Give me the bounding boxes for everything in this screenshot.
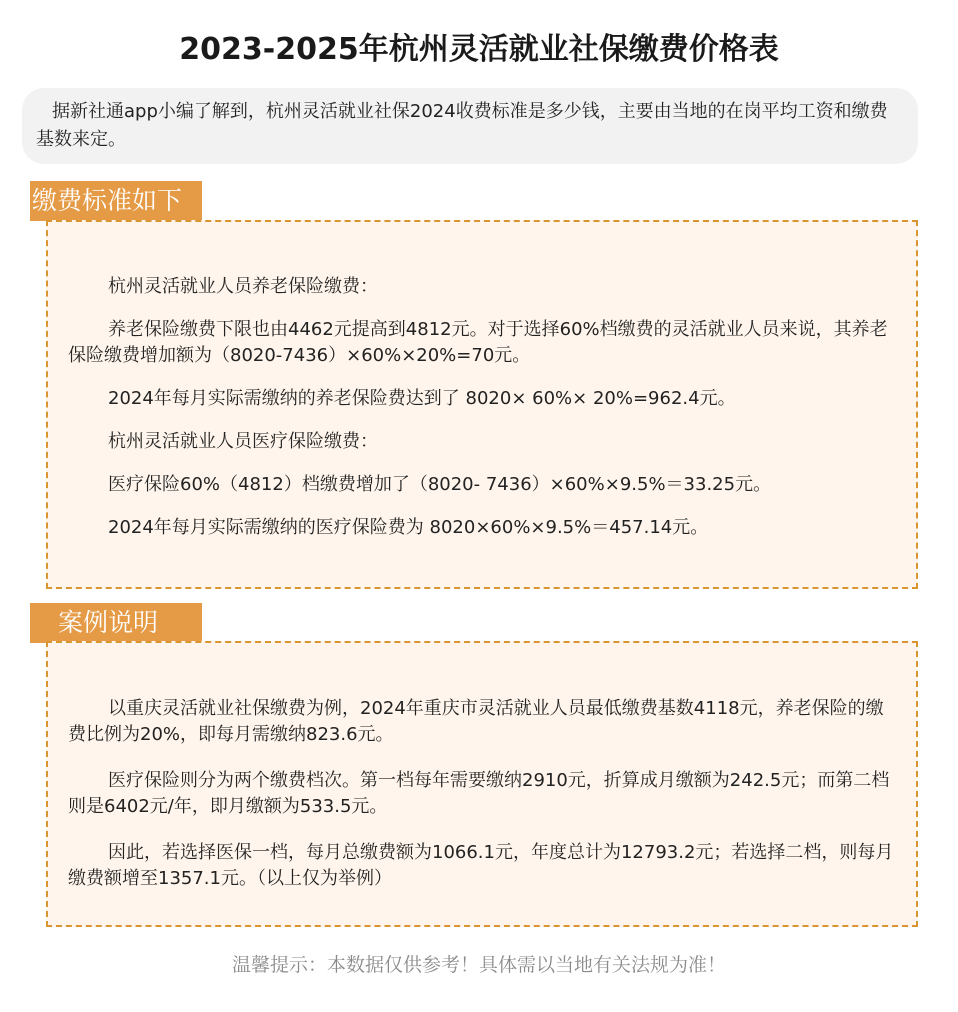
page-title: 2023-2025年杭州灵活就业社保缴费价格表 [179, 32, 779, 67]
section-heading-payment-standard: 缴费标准如下 [30, 181, 202, 221]
paragraph-case-pension: 以重庆灵活就业社保缴费为例，2024年重庆市灵活就业人员最低缴费基数4118元，养老保险的缴费比例为20%，即每月需缴纳823.6元。 [68, 698, 884, 745]
paragraph-pension-increase: 养老保险缴费下限也由4462元提高到4812元。对于选择60%档缴费的灵活就业人员来说，其养老保险缴费增加额为（8020-7436）×60%×20%=70元。 [68, 319, 888, 366]
case-study-box [46, 641, 918, 927]
paragraph-case-medical: 医疗保险则分为两个缴费档次。第一档每年需要缴纳2910元，折算成月缴额为242.5元；而第二档则是6402元/年，即月缴额为533.5元。 [68, 770, 890, 817]
paragraph-medical-monthly: 2024年每月实际需缴纳的医疗保险费为 8020×60%×9.5%＝457.14元。 [108, 517, 709, 538]
section-heading-case-study: 案例说明 [30, 603, 202, 643]
payment-standard-box [46, 220, 918, 589]
paragraph-pension-heading: 杭州灵活就业人员养老保险缴费： [108, 276, 378, 297]
paragraph-medical-increase: 医疗保险60%（4812）档缴费增加了（8020- 7436）×60%×9.5%＝33.25元。 [108, 474, 772, 495]
paragraph-medical-heading: 杭州灵活就业人员医疗保险缴费： [108, 431, 378, 452]
intro-text: 据新社通app小编了解到，杭州灵活就业社保2024收费标准是多少钱，主要由当地的在岗平均工资和缴费基数来定。 [22, 88, 918, 164]
paragraph-case-total: 因此，若选择医保一档，每月总缴费额为1066.1元，年度总计为12793.2元；若选择二档，则每月缴费额增至1357.1元。（以上仅为举例） [68, 842, 894, 889]
footer-disclaimer: 温馨提示：本数据仅供参考！具体需以当地有关法规为准！ [231, 954, 726, 976]
paragraph-pension-monthly: 2024年每月实际需缴纳的养老保险费达到了 8020× 60%× 20%=962.4元。 [108, 388, 736, 409]
